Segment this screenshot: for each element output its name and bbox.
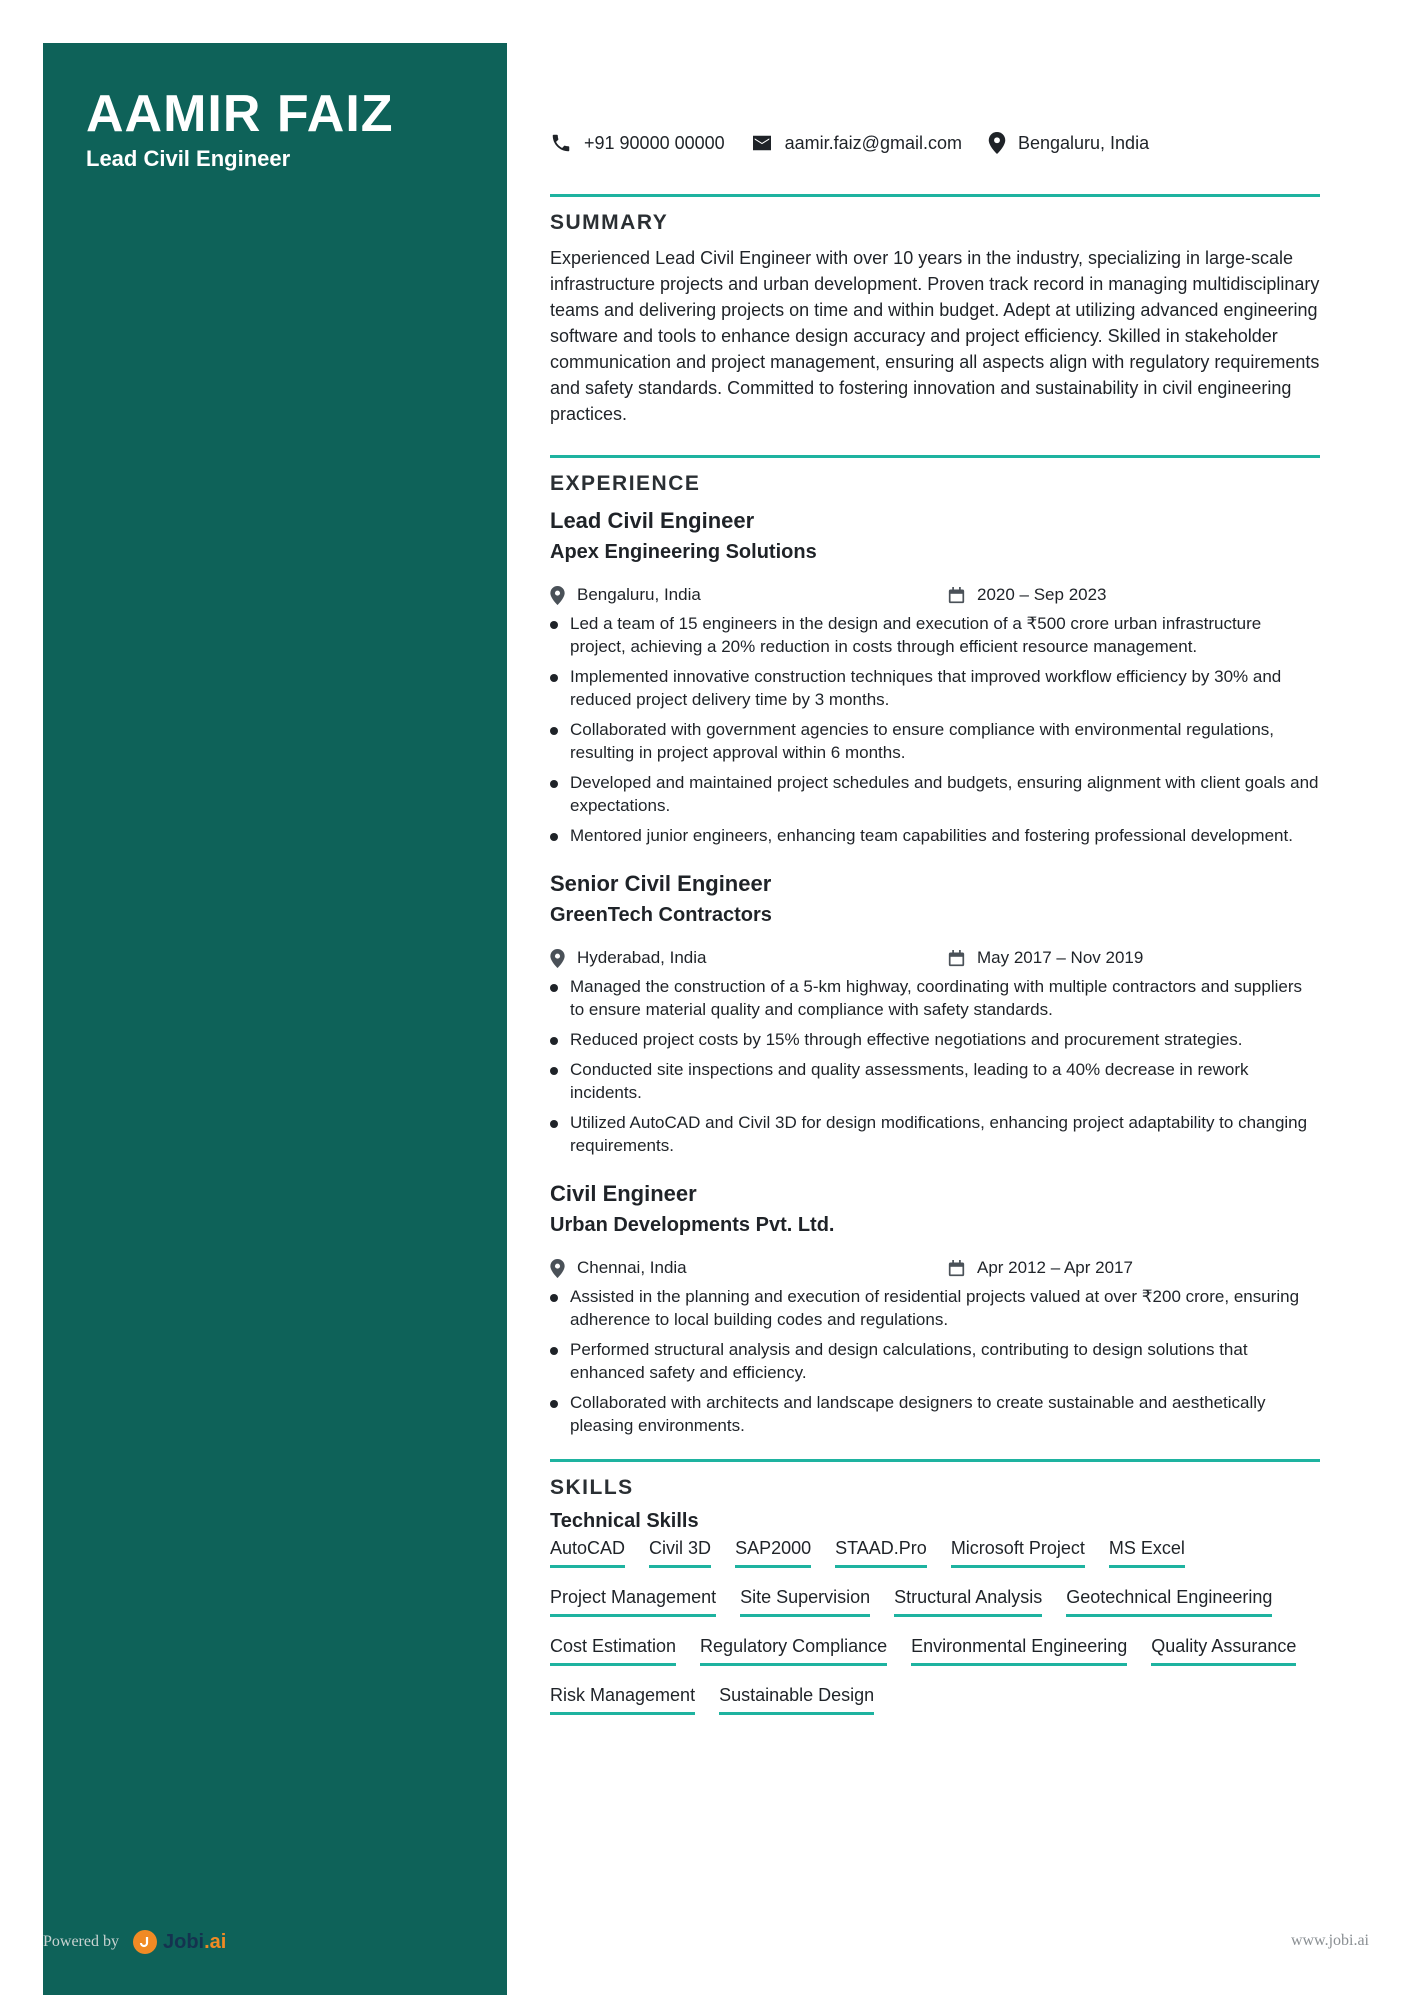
section-divider [550,455,1320,458]
list-item: Reduced project costs by 15% through effective negotiations and procurement strategies. [550,1028,1320,1051]
summary-text: Experienced Lead Civil Engineer with over 10 years in the industry, specializing in large-scale infrastructure projects and urban development. Proven track record in managing multidisciplinary teams and delivering projects on time and within budget. Adept at utilizing advanced engineering software and tools to enhance design accuracy and project efficiency. Skilled in stakeholder communication and project management, ensuring all aspects align with regulatory requirements and safety standards. Committed to fostering innovation and sustainability in civil engineering practices. [550,248,1320,424]
contact-email[interactable] [751,133,962,154]
phone-icon [550,132,572,154]
job-meta [550,941,1320,975]
skill-tag: MS Excel [1109,1537,1185,1568]
skill-tag: Cost Estimation [550,1635,676,1666]
skill-tag: Microsoft Project [951,1537,1085,1568]
contact-location [988,132,1149,154]
company-name: Apex Engineering Solutions [550,541,817,563]
job-title: Senior Civil Engineer [550,871,772,896]
company-name: GreenTech Contractors [550,904,772,926]
skills-section [550,1459,1320,1733]
email-text: aamir.faiz@gmail.com [784,132,962,153]
job-entry [550,1179,1320,1437]
location-pin-icon [988,132,1006,154]
job-dates-text: 2020 – Sep 2023 [977,585,1107,604]
logo-main-text: Jobi [162,1930,205,1953]
summary-section [550,194,1320,427]
skill-tag: Sustainable Design [719,1684,874,1715]
powered-by[interactable] [43,1930,226,1954]
job-location [550,1258,948,1278]
job-location [550,585,948,605]
job-dates [948,948,1143,968]
job-location-text: Chennai, India [577,1258,687,1277]
section-divider [550,1459,1320,1462]
logo-accent-text: .ai [204,1930,227,1953]
job-location-text: Hyderabad, India [577,948,707,967]
list-item: Assisted in the planning and execution of residential projects valued at over ₹200 crore, ensuring adherence to local building codes and regulations. [550,1285,1320,1331]
section-title-summary: SUMMARY [550,211,669,234]
contact-bar [550,128,1320,158]
job-bullets [550,1285,1320,1437]
section-title-skills: SKILLS [550,1476,634,1499]
list-item: Managed the construction of a 5-km highway, coordinating with multiple contractors and suppliers to ensure material quality and compliance with safety standards. [550,975,1320,1021]
skill-tag: Project Management [550,1586,716,1617]
contact-phone[interactable] [550,132,725,154]
skill-tag: AutoCAD [550,1537,625,1568]
list-item: Conducted site inspections and quality assessments, leading to a 40% decrease in rework incidents. [550,1058,1320,1104]
location-text: Bengaluru, India [1017,132,1150,153]
section-divider [550,194,1320,197]
calendar-icon [948,950,965,967]
skill-tag: Structural Analysis [894,1586,1042,1617]
candidate-name: AAMIR FAIZ [86,85,394,143]
email-icon [751,134,773,152]
location-pin-icon [550,949,565,968]
location-pin-icon [550,586,565,605]
job-meta [550,1251,1320,1285]
skill-tag: Environmental Engineering [911,1635,1127,1666]
skill-tag: Quality Assurance [1151,1635,1296,1666]
job-dates [948,1258,1133,1278]
main-content [550,128,1320,1733]
skill-tag: STAAD.Pro [835,1537,927,1568]
location-pin-icon [550,1259,565,1278]
list-item: Collaborated with government agencies to ensure compliance with environmental regulations, resulting in project approval within 6 months. [550,718,1320,764]
list-item: Led a team of 15 engineers in the design and execution of a ₹500 crore urban infrastructure project, achieving a 20% reduction in costs through efficient resource management. [550,612,1320,658]
phone-text: +91 90000 00000 [584,132,725,153]
job-location [550,948,948,968]
calendar-icon [948,587,965,604]
skill-group-title: Technical Skills [550,1510,699,1532]
skill-tag: Geotechnical Engineering [1066,1586,1272,1617]
website-link[interactable]: www.jobi.ai [1290,1932,1369,1949]
list-item: Performed structural analysis and design calculations, contributing to design solutions that enhanced safety and efficiency. [550,1338,1320,1384]
sidebar [43,43,507,1995]
powered-by-label: Powered by [43,1933,119,1950]
skill-tag: Civil 3D [649,1537,711,1568]
job-entry [550,869,1320,1157]
skill-tag: Risk Management [550,1684,695,1715]
job-meta [550,578,1320,612]
job-dates-text: Apr 2012 – Apr 2017 [977,1258,1133,1277]
skill-tag: Site Supervision [740,1586,870,1617]
jobi-logo [163,1931,226,1954]
experience-section [550,455,1320,1437]
job-title: Lead Civil Engineer [550,508,755,533]
list-item: Utilized AutoCAD and Civil 3D for design modifications, enhancing project adaptability to changing requirements. [550,1111,1320,1157]
job-entry [550,506,1320,847]
job-title: Civil Engineer [550,1181,697,1206]
skills-list [550,1537,1330,1733]
list-item: Implemented innovative construction techniques that improved workflow efficiency by 30% and reduced project delivery time by 3 months. [550,665,1320,711]
list-item: Mentored junior engineers, enhancing team capabilities and fostering professional development. [550,824,1320,847]
company-name: Urban Developments Pvt. Ltd. [550,1214,835,1236]
job-location-text: Bengaluru, India [577,585,701,604]
skill-tag: Regulatory Compliance [700,1635,887,1666]
skill-tag: SAP2000 [735,1537,811,1568]
list-item: Collaborated with architects and landscape designers to create sustainable and aesthetically pleasing environments. [550,1391,1320,1437]
calendar-icon [948,1260,965,1277]
section-title-experience: EXPERIENCE [550,472,701,495]
candidate-role: Lead Civil Engineer [86,146,291,171]
jobi-logo-icon [133,1930,157,1954]
job-bullets [550,612,1320,847]
job-dates-text: May 2017 – Nov 2019 [977,948,1144,967]
job-bullets [550,975,1320,1157]
list-item: Developed and maintained project schedules and budgets, ensuring alignment with client goals and expectations. [550,771,1320,817]
job-dates [948,585,1107,605]
